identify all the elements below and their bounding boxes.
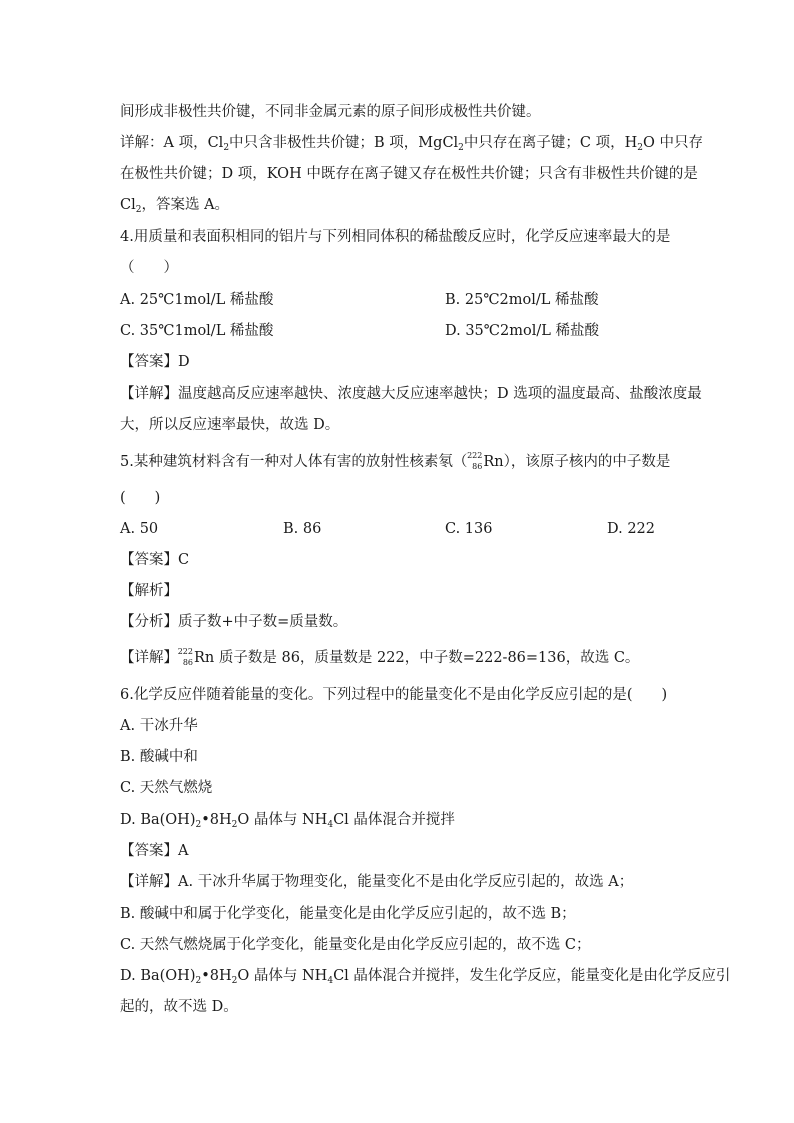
text-line [120,133,703,153]
subscript: 2 [637,143,643,153]
option-d: D. 222 [607,521,656,537]
text-run: O 晶体与 NH [237,968,328,984]
option-c: C. 天然气燃烧 [120,780,213,796]
option-c: C. 35℃1mol/L 稀盐酸 [120,323,274,339]
atomic-number: 86 [182,658,193,667]
subscript: 2 [458,143,464,153]
option-a: A. 50 [120,521,159,537]
text-line [120,195,229,215]
answer-paren: ( ) [120,490,161,506]
text-run: 中只含非极性共价键；B 项，MgCl [229,135,459,151]
subscript: 2 [231,976,238,986]
text-run: D. Ba(OH) [120,812,196,828]
detail-line [120,648,639,668]
detail-line [120,966,730,986]
subscript: 4 [327,976,334,986]
question-6-stem: 6.化学反应伴随着能量的变化。下列过程中的能量变化不是由化学反应引起的是( ) [120,687,668,703]
text-run: •8H [201,968,232,984]
text-run: D. Ba(OH) [120,968,196,984]
text-line: 间形成非极性共价键，不同非金属元素的原子间形成极性共价键。 [120,104,541,120]
detail-line: 【详解】温度越高反应速率越快、浓度越大反应速率越快；D 选项的温度最高、盐酸浓度最 [120,386,702,402]
question-5-stem [120,452,670,472]
answer-label: 【答案】A [120,843,189,859]
atomic-number: 86 [472,462,483,471]
mass-number: 222 [177,647,193,656]
text-run: 【详解】 [120,650,178,666]
option-b: B. 86 [283,521,322,537]
text-line: 在极性共价键；D 项，KOH 中既存在离子键又存在极性共价键；只含有非极性共价键的是 [120,166,698,182]
nuclide-notation [467,452,483,472]
subscript: 2 [223,143,230,153]
nuclide-notation [178,648,194,668]
detail-line: 大，所以反应速率最快，故选 D。 [120,417,340,433]
text-run: 详解：A 项，Cl [120,135,224,151]
subscript: 2 [231,820,238,830]
option-d [120,810,455,830]
option-d: D. 35℃2mol/L 稀盐酸 [445,323,599,339]
answer-label: 【答案】C [120,552,190,568]
element-symbol: Rn [483,454,504,470]
mass-number: 222 [467,451,483,460]
detail-line: C. 天然气燃烧属于化学变化，能量变化是由化学反应引起的，故不选 C； [120,937,591,953]
text-run: O 中只存 [643,135,703,151]
detail-line: B. 酸碱中和属于化学变化，能量变化是由化学反应引起的，故不选 B； [120,906,576,922]
text-run: O 晶体与 NH [237,812,328,828]
subscript: 2 [135,205,142,215]
answer-paren: （ ） [120,260,178,276]
text-run: 5.某种建筑材料含有一种对人体有害的放射性核素氡（ [120,454,468,470]
text-run: 中只存在离子键；C 项，H [463,135,638,151]
text-run: ），该原子核内的中子数是 [503,454,671,470]
subscript: 2 [195,820,202,830]
detail-line: 起的，故不选 D。 [120,999,238,1015]
detail-line: 【详解】A. 干冰升华属于物理变化，能量变化不是由化学反应引起的，故选 A； [120,874,634,890]
element-symbol: Rn [194,650,215,666]
text-run: •8H [201,812,232,828]
text-run: Cl 晶体混合并搅拌 [333,812,455,828]
option-b: B. 25℃2mol/L 稀盐酸 [445,292,599,308]
text-run: Cl [120,197,136,213]
option-b: B. 酸碱中和 [120,749,198,765]
analysis-label: 【解析】 [120,583,178,599]
text-run: 质子数是 86，质量数是 222，中子数=222-86=136，故选 C。 [218,650,640,666]
text-run: ，答案选 A。 [141,197,230,213]
answer-label: 【答案】D [120,354,190,370]
option-a: A. 25℃1mol/L 稀盐酸 [120,292,274,308]
subscript: 2 [195,976,202,986]
subscript: 4 [327,820,334,830]
question-4-stem: 4.用质量和表面积相同的铝片与下列相同体积的稀盐酸反应时，化学反应速率最大的是 [120,229,671,245]
option-a: A. 干冰升华 [120,718,198,734]
analysis-line: 【分析】质子数+中子数=质量数。 [120,614,348,630]
option-c: C. 136 [445,521,493,537]
text-run: Cl 晶体混合并搅拌，发生化学反应，能量变化是由化学反应引 [333,968,731,984]
